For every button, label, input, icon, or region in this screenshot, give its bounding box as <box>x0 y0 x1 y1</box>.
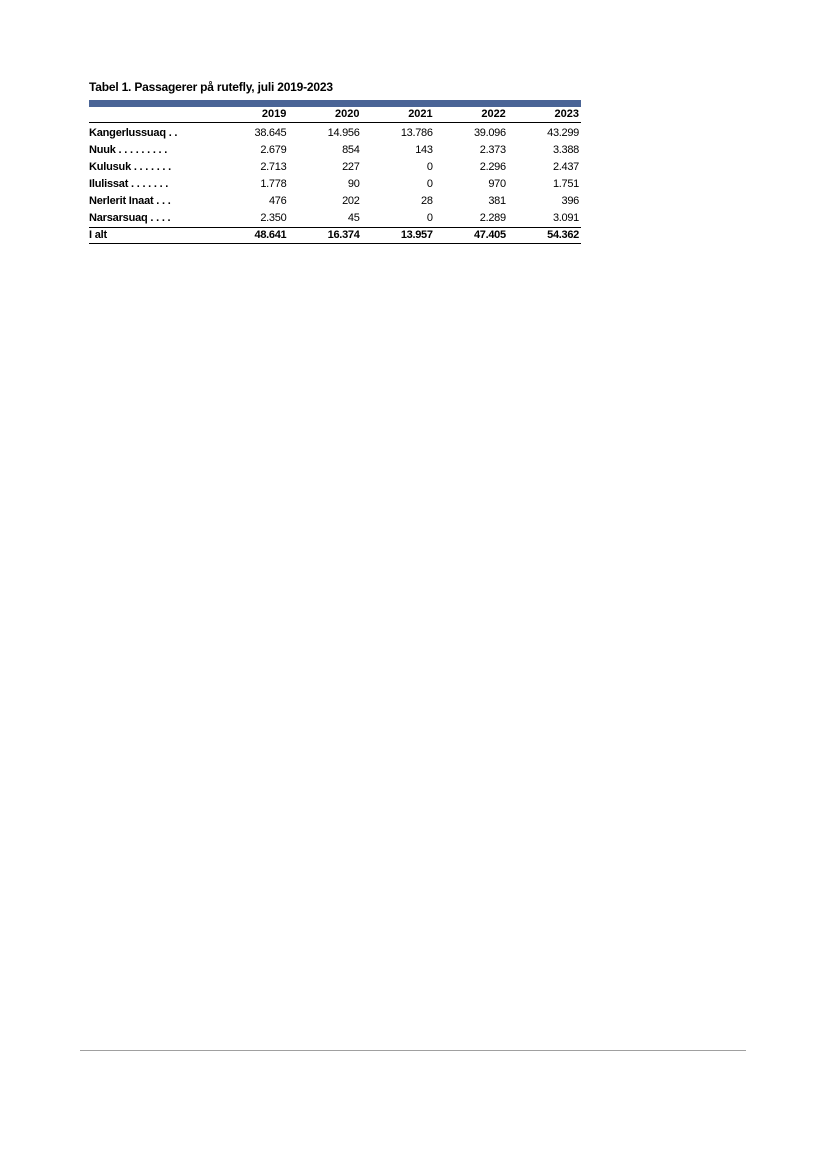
passenger-table <box>89 107 581 244</box>
table-cell: 854 <box>342 144 360 156</box>
table-cell: 1.778 <box>260 178 287 190</box>
table-title: Tabel 1. Passagerer på rutefly, juli 2019-2023 <box>89 80 333 94</box>
table-cell: 13.786 <box>400 127 433 139</box>
table-cell: 28 <box>421 195 433 207</box>
table-cell: 970 <box>488 178 506 190</box>
table-cell: 2.296 <box>479 161 506 173</box>
row-label: Kulusuk . . . . . . . <box>89 161 171 173</box>
table-cell: 0 <box>426 161 433 173</box>
row-label: Narsarsuaq . . . . <box>89 212 171 224</box>
total-cell: 13.957 <box>362 228 435 244</box>
table-header-row <box>89 107 581 123</box>
table-cell: 476 <box>268 195 287 207</box>
passenger-table-block <box>89 79 581 244</box>
table-cell: 2.350 <box>260 212 287 224</box>
table-cell: 227 <box>342 161 360 173</box>
table-cell: 202 <box>342 195 360 207</box>
table-cell: 1.751 <box>552 178 579 190</box>
table-header-band <box>89 100 581 107</box>
table-row <box>89 123 581 143</box>
table-cell: 43.299 <box>547 127 579 139</box>
table-row <box>89 159 581 176</box>
row-label: Nerlerit Inaat . . . <box>89 195 171 207</box>
table-cell: 2.679 <box>260 144 287 156</box>
column-header-year: 2019 <box>215 107 288 123</box>
table-cell: 3.091 <box>552 212 579 224</box>
total-cell: 47.405 <box>435 228 508 244</box>
column-header-label <box>89 107 215 123</box>
total-cell: 48.641 <box>215 228 288 244</box>
total-cell: 16.374 <box>288 228 361 244</box>
table-row <box>89 193 581 210</box>
table-cell: 2.437 <box>552 161 579 173</box>
table-row <box>89 210 581 228</box>
table-cell: 14.956 <box>327 127 360 139</box>
column-header-year: 2023 <box>508 107 581 123</box>
table-cell: 2.289 <box>479 212 506 224</box>
table-cell: 39.096 <box>473 127 506 139</box>
table-cell: 2.713 <box>260 161 287 173</box>
column-header-year: 2022 <box>435 107 508 123</box>
table-cell: 143 <box>415 144 433 156</box>
column-header-year: 2020 <box>288 107 361 123</box>
table-cell: 2.373 <box>479 144 506 156</box>
table-cell: 0 <box>426 212 433 224</box>
table-cell: 45 <box>347 212 360 224</box>
table-total-row <box>89 228 581 244</box>
row-label: Ilulissat . . . . . . . <box>89 178 169 190</box>
table-row <box>89 176 581 193</box>
row-label: Nuuk . . . . . . . . . <box>89 144 168 156</box>
row-label: Kangerlussuaq . . <box>89 127 178 139</box>
table-cell: 0 <box>426 178 433 190</box>
table-cell: 396 <box>561 195 579 207</box>
table-cell: 38.645 <box>254 127 287 139</box>
table-row <box>89 142 581 159</box>
total-cell: 54.362 <box>508 228 581 244</box>
column-header-year: 2021 <box>362 107 435 123</box>
footer-divider <box>80 1050 746 1051</box>
table-cell: 381 <box>488 195 506 207</box>
total-label: I alt <box>89 228 215 244</box>
table-cell: 3.388 <box>552 144 579 156</box>
table-cell: 90 <box>347 178 360 190</box>
